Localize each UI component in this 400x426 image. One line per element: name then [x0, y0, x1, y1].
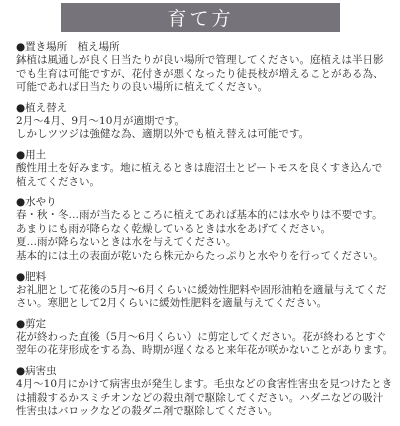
section-text: 鉢植は風通しが良く日当たりが良い場所で管理してください。庭植えは半日影 [16, 54, 384, 66]
section-text: 酸性用土を好みます。地に植えるときは鹿沼土とピートモスを良くすき込んで [16, 161, 383, 174]
section-heading: ●病害虫 [16, 364, 57, 377]
section-heading: ●植え替え [16, 101, 68, 114]
section-heading: ●剪定 [16, 317, 47, 330]
section-text: でも生育は可能ですが、花付きが悪くなったり徒長枝が増えることがある為、 [16, 67, 384, 80]
care-guide-content [16, 41, 392, 426]
section-pruning [16, 318, 392, 358]
section-text: 基本的には土の表面が乾いたら株元からたっぷりと水やりを行ってください。 [16, 249, 384, 262]
section-text: お礼肥として花後の5月～6月くらいに緩効性肥料や固形油粕を適量与えてくだ [16, 283, 387, 296]
section-watering [16, 196, 392, 263]
section-fertilizer [16, 271, 392, 311]
section-text: 可能であれば日当たりの良い場所に植えてください。 [16, 81, 268, 94]
section-heading: ●置き場所 植え場所 [16, 41, 120, 53]
section-text: さい。寒肥として2月くらいに緩効性肥料を適量与えてください。 [16, 297, 328, 310]
section-text: あまりにも雨が降らなく乾燥しているときは水をあげてください。 [16, 222, 331, 235]
section-text: は捕殺するかスミチオンなどの殺虫剤で駆除してください。ハダニなどの吸汁 [16, 391, 384, 404]
section-text: 植えてください。 [16, 175, 100, 188]
section-repotting [16, 102, 392, 142]
section-text: 性害虫はバロックなどの殺ダニ剤で駆除してください。 [16, 405, 279, 418]
section-soil [16, 149, 392, 189]
section-text: 春・秋・冬…雨が当たるところに植えてあれば基本的には水やりは不要です。 [16, 209, 383, 222]
title-banner [61, 3, 340, 32]
section-text: 4月～10月にかけて病害虫が発生します。毛虫などの食害性害虫を見つけたとき [16, 377, 393, 390]
section-text: しかしツツジは強健な為、適期以外でも植え替えは可能です。 [16, 128, 310, 141]
section-text: 夏…雨が降らないときは水を与えてください。 [16, 236, 237, 249]
section-heading: ●用土 [16, 148, 47, 161]
section-heading: ●肥料 [16, 270, 47, 283]
section-text: 翌年の花芽形成をする為、時期が遅くなると来年花が咲かないことがあります。 [16, 344, 394, 357]
page-title: 育て方 [167, 8, 234, 30]
section-pests [16, 365, 392, 419]
section-text: 2月～4月、9月～10月が適期です。 [16, 114, 186, 127]
section-heading: ●水やり [16, 196, 57, 209]
section-text: 花が終わった直後（5月～6月くらい）に剪定してください。花が終わるとすぐ [16, 330, 387, 343]
section-placement [16, 41, 392, 95]
